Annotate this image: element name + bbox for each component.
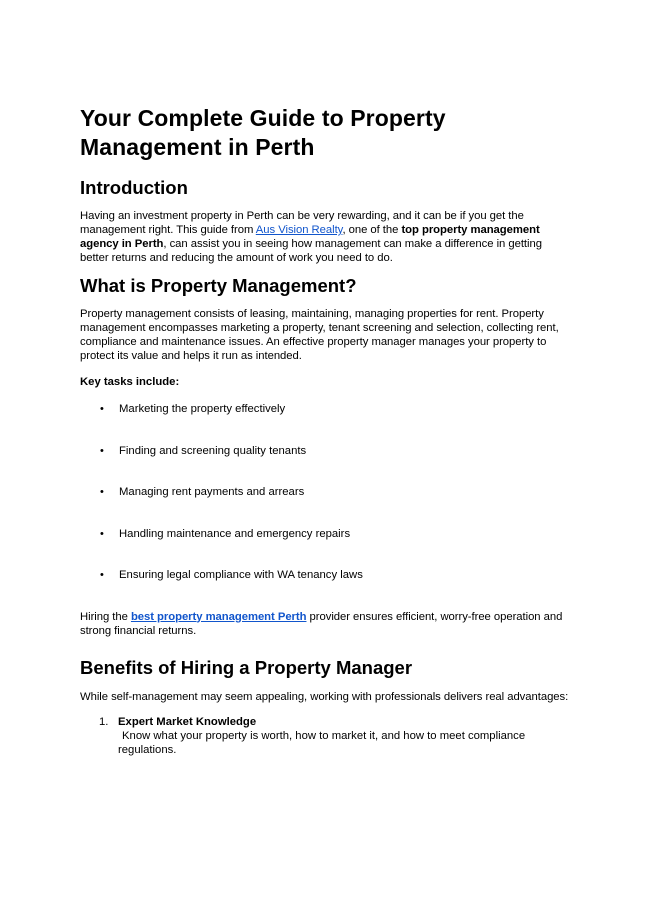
aus-vision-realty-link[interactable]: Aus Vision Realty bbox=[255, 224, 343, 236]
what-is-property-management-heading: What is Property Management? bbox=[80, 275, 357, 296]
bullet-icon: • bbox=[100, 403, 104, 415]
best-property-management-perth-link[interactable]: best property management Perth bbox=[130, 610, 307, 623]
key-task-text: Ensuring legal compliance with WA tenancy laws bbox=[119, 569, 363, 581]
benefit-description: Know what your property is worth, how to market it, and how to meet compliance regulations. bbox=[118, 729, 526, 756]
what-is-property-management-paragraph: Property management consists of leasing, maintaining, managing properties for rent. Property management encompasses marketing a property, tenant screening and selection, collecting rent, compliance and maintenance issues. An effective property manager manages your property to protect its value and helps it run as intended. bbox=[80, 308, 559, 362]
bullet-icon: • bbox=[100, 486, 104, 498]
key-task-text: Handling maintenance and emergency repairs bbox=[119, 527, 351, 540]
introduction-paragraph bbox=[80, 209, 570, 265]
document-page bbox=[80, 104, 570, 757]
bullet-icon: • bbox=[100, 444, 104, 457]
key-tasks-list bbox=[80, 402, 570, 582]
benefit-title: Expert Market Knowledge bbox=[118, 715, 257, 728]
key-task-item bbox=[80, 485, 570, 499]
introduction-text-end: , can assist you in seeing how management can make a difference in getting better returns and reducing the amount of work you need to do. bbox=[80, 238, 542, 264]
hiring-paragraph bbox=[80, 610, 570, 638]
bullet-icon: • bbox=[100, 569, 104, 581]
benefits-list bbox=[80, 715, 570, 757]
benefits-paragraph: While self-management may seem appealing, working with professionals delivers real advantages: bbox=[80, 690, 569, 703]
bullet-icon: • bbox=[100, 527, 104, 540]
document-title: Your Complete Guide to Property Management in Perth bbox=[80, 105, 446, 160]
introduction-heading: Introduction bbox=[80, 177, 188, 198]
key-task-item bbox=[80, 527, 570, 541]
key-task-item bbox=[80, 568, 570, 582]
benefit-number: 1. bbox=[99, 715, 109, 728]
key-task-item bbox=[80, 402, 570, 416]
benefit-item bbox=[80, 715, 570, 757]
hiring-text-end: provider ensures efficient, worry-free operation and strong financial returns. bbox=[80, 610, 563, 637]
key-task-text: Finding and screening quality tenants bbox=[119, 444, 307, 457]
introduction-text-middle: , one of the bbox=[342, 224, 402, 236]
introduction-bold-phrase: top property management agency in Perth bbox=[80, 224, 540, 250]
benefits-heading: Benefits of Hiring a Property Manager bbox=[80, 656, 413, 678]
introduction-text-start: Having an investment property in Perth can be very rewarding, and it can be if you get the management right. This guide from bbox=[80, 210, 524, 236]
key-tasks-label: Key tasks include: bbox=[80, 376, 180, 388]
key-task-text: Marketing the property effectively bbox=[119, 403, 286, 415]
key-task-text: Managing rent payments and arrears bbox=[119, 486, 305, 498]
key-task-item bbox=[80, 444, 570, 458]
hiring-text-start: Hiring the bbox=[80, 610, 131, 623]
